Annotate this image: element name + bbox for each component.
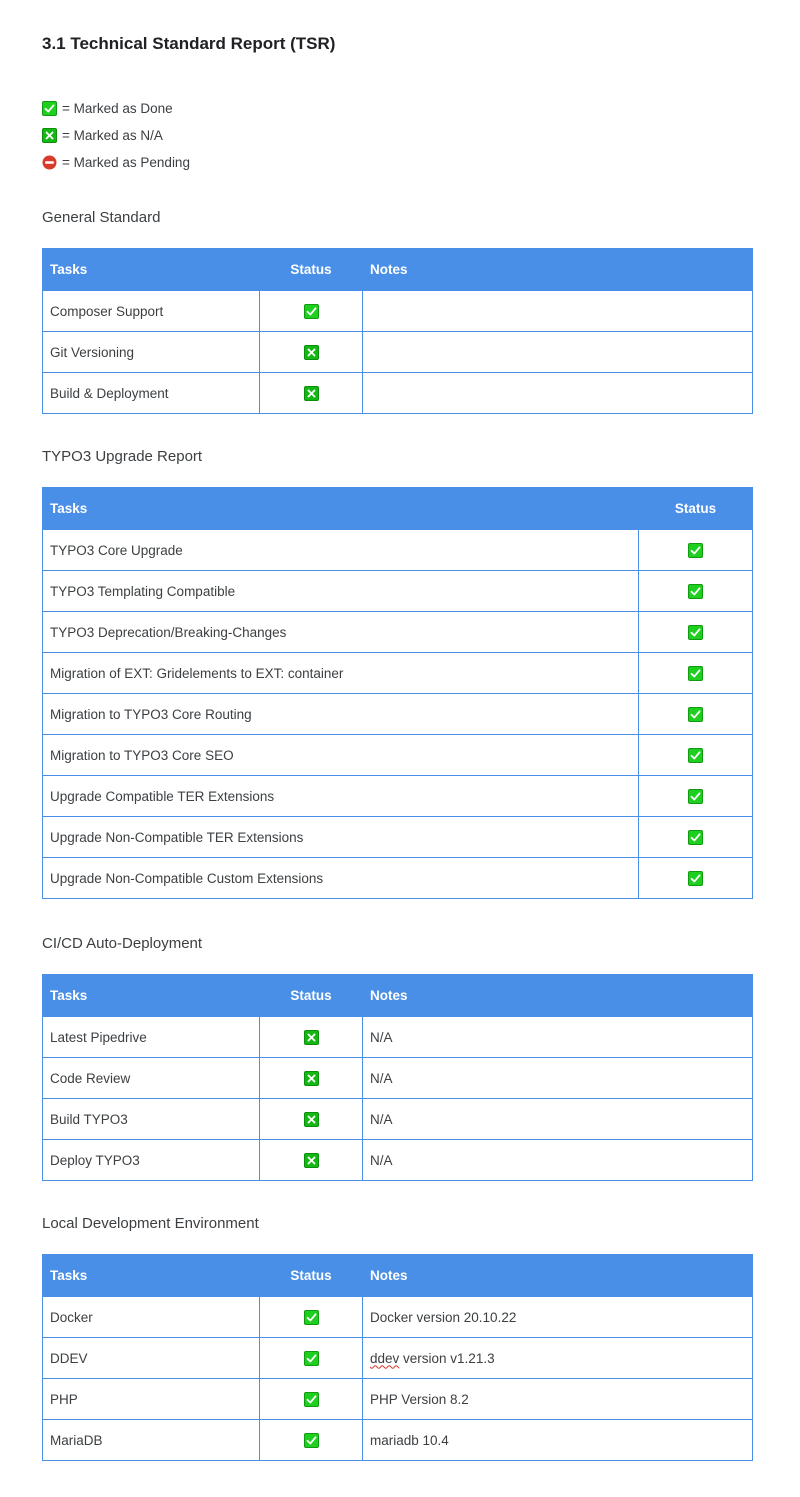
header-status: Status <box>260 249 363 291</box>
table-row <box>43 1420 753 1461</box>
task-cell: TYPO3 Templating Compatible <box>43 571 639 612</box>
notes-cell: N/A <box>363 1058 753 1099</box>
header-tasks: Tasks <box>43 1255 260 1297</box>
task-cell: TYPO3 Deprecation/Breaking-Changes <box>43 612 639 653</box>
cross-na-icon <box>304 1153 319 1168</box>
table-row <box>43 1140 753 1181</box>
header-notes: Notes <box>363 249 753 291</box>
typo3-upgrade-table <box>42 487 753 899</box>
table-row <box>43 291 753 332</box>
page-title: 3.1 Technical Standard Report (TSR) <box>42 34 336 53</box>
table-row <box>43 735 753 776</box>
legend-na-label: = Marked as N/A <box>62 128 163 143</box>
task-cell: Migration to TYPO3 Core Routing <box>43 694 639 735</box>
table-row <box>43 653 753 694</box>
task-cell: Latest Pipedrive <box>43 1017 260 1058</box>
task-cell: Docker <box>43 1297 260 1338</box>
check-done-icon <box>688 748 703 763</box>
section-local-dev <box>42 1214 752 1461</box>
notes-cell: PHP Version 8.2 <box>363 1379 753 1420</box>
task-cell: Deploy TYPO3 <box>43 1140 260 1181</box>
cicd-table <box>42 974 753 1181</box>
status-cell <box>260 1140 363 1181</box>
table-row <box>43 694 753 735</box>
cross-na-icon <box>304 1071 319 1086</box>
header-notes: Notes <box>363 1255 753 1297</box>
status-cell <box>260 1099 363 1140</box>
task-cell: Migration to TYPO3 Core SEO <box>43 735 639 776</box>
table-row <box>43 1297 753 1338</box>
task-cell: Git Versioning <box>43 332 260 373</box>
table-row <box>43 612 753 653</box>
notes-cell: N/A <box>363 1099 753 1140</box>
notes-cell <box>363 373 753 414</box>
notes-cell: mariadb 10.4 <box>363 1420 753 1461</box>
status-cell <box>260 1420 363 1461</box>
status-cell <box>639 530 753 571</box>
check-done-icon <box>304 1392 319 1407</box>
task-cell: Upgrade Non-Compatible TER Extensions <box>43 817 639 858</box>
status-cell <box>639 612 753 653</box>
check-done-icon <box>304 1310 319 1325</box>
check-done-icon <box>688 666 703 681</box>
section-general-standard <box>42 208 752 414</box>
status-cell <box>639 571 753 612</box>
task-cell: Upgrade Non-Compatible Custom Extensions <box>43 858 639 899</box>
check-done-icon <box>688 543 703 558</box>
check-done-icon <box>304 1351 319 1366</box>
section-title-upgrade: TYPO3 Upgrade Report <box>42 448 203 465</box>
table-row <box>43 1058 753 1099</box>
check-done-icon <box>688 830 703 845</box>
status-cell <box>639 858 753 899</box>
status-cell <box>260 373 363 414</box>
header-tasks: Tasks <box>43 249 260 291</box>
check-done-icon <box>304 304 319 319</box>
status-cell <box>639 817 753 858</box>
check-done-icon <box>42 101 57 116</box>
cross-na-icon <box>304 386 319 401</box>
spellcheck-word: ddev <box>370 1350 400 1366</box>
table-row <box>43 530 753 571</box>
section-title-general: General Standard <box>42 209 161 226</box>
status-cell <box>260 1017 363 1058</box>
header-tasks: Tasks <box>43 488 639 530</box>
status-cell <box>260 1338 363 1379</box>
notes-cell: N/A <box>363 1017 753 1058</box>
status-cell <box>260 1379 363 1420</box>
status-cell <box>260 291 363 332</box>
cross-na-icon <box>304 345 319 360</box>
status-cell <box>260 1297 363 1338</box>
general-standard-table <box>42 248 753 414</box>
check-done-icon <box>688 584 703 599</box>
header-status: Status <box>260 975 363 1017</box>
no-entry-pending-icon <box>42 155 57 170</box>
check-done-icon <box>688 625 703 640</box>
cross-na-icon <box>42 128 57 143</box>
check-done-icon <box>688 707 703 722</box>
status-cell <box>639 653 753 694</box>
status-cell <box>639 776 753 817</box>
table-row <box>43 1017 753 1058</box>
section-title-local: Local Development Environment <box>42 1215 259 1232</box>
check-done-icon <box>688 789 703 804</box>
task-cell: Composer Support <box>43 291 260 332</box>
table-row <box>43 858 753 899</box>
notes-cell <box>363 1338 753 1379</box>
notes-cell <box>363 291 753 332</box>
table-row <box>43 1338 753 1379</box>
status-cell <box>260 332 363 373</box>
legend-pending-label: = Marked as Pending <box>62 155 190 170</box>
table-row <box>43 817 753 858</box>
notes-cell: Docker version 20.10.22 <box>363 1297 753 1338</box>
task-cell: TYPO3 Core Upgrade <box>43 530 639 571</box>
section-cicd <box>42 934 752 1181</box>
status-cell <box>639 735 753 776</box>
task-cell: MariaDB <box>43 1420 260 1461</box>
task-cell: Migration of EXT: Gridelements to EXT: container <box>43 653 639 694</box>
table-row <box>43 571 753 612</box>
task-cell: PHP <box>43 1379 260 1420</box>
section-title-cicd: CI/CD Auto-Deployment <box>42 935 203 952</box>
task-cell: DDEV <box>43 1338 260 1379</box>
table-row <box>43 332 753 373</box>
header-tasks: Tasks <box>43 975 260 1017</box>
notes-cell: N/A <box>363 1140 753 1181</box>
header-status: Status <box>260 1255 363 1297</box>
notes-cell <box>363 332 753 373</box>
local-dev-table <box>42 1254 753 1461</box>
notes-text: version v1.21.3 <box>399 1350 495 1366</box>
legend-done-label: = Marked as Done <box>62 101 173 116</box>
header-notes: Notes <box>363 975 753 1017</box>
table-row <box>43 373 753 414</box>
task-cell: Upgrade Compatible TER Extensions <box>43 776 639 817</box>
task-cell: Build TYPO3 <box>43 1099 260 1140</box>
status-cell <box>639 694 753 735</box>
cross-na-icon <box>304 1112 319 1127</box>
status-legend <box>42 95 190 176</box>
task-cell: Code Review <box>43 1058 260 1099</box>
status-cell <box>260 1058 363 1099</box>
legend-pending <box>42 149 190 176</box>
header-status: Status <box>639 488 753 530</box>
check-done-icon <box>304 1433 319 1448</box>
section-typo3-upgrade <box>42 447 752 899</box>
table-row <box>43 1379 753 1420</box>
cross-na-icon <box>304 1030 319 1045</box>
legend-done <box>42 95 190 122</box>
legend-na <box>42 122 190 149</box>
table-row <box>43 1099 753 1140</box>
table-row <box>43 776 753 817</box>
task-cell: Build & Deployment <box>43 373 260 414</box>
check-done-icon <box>688 871 703 886</box>
